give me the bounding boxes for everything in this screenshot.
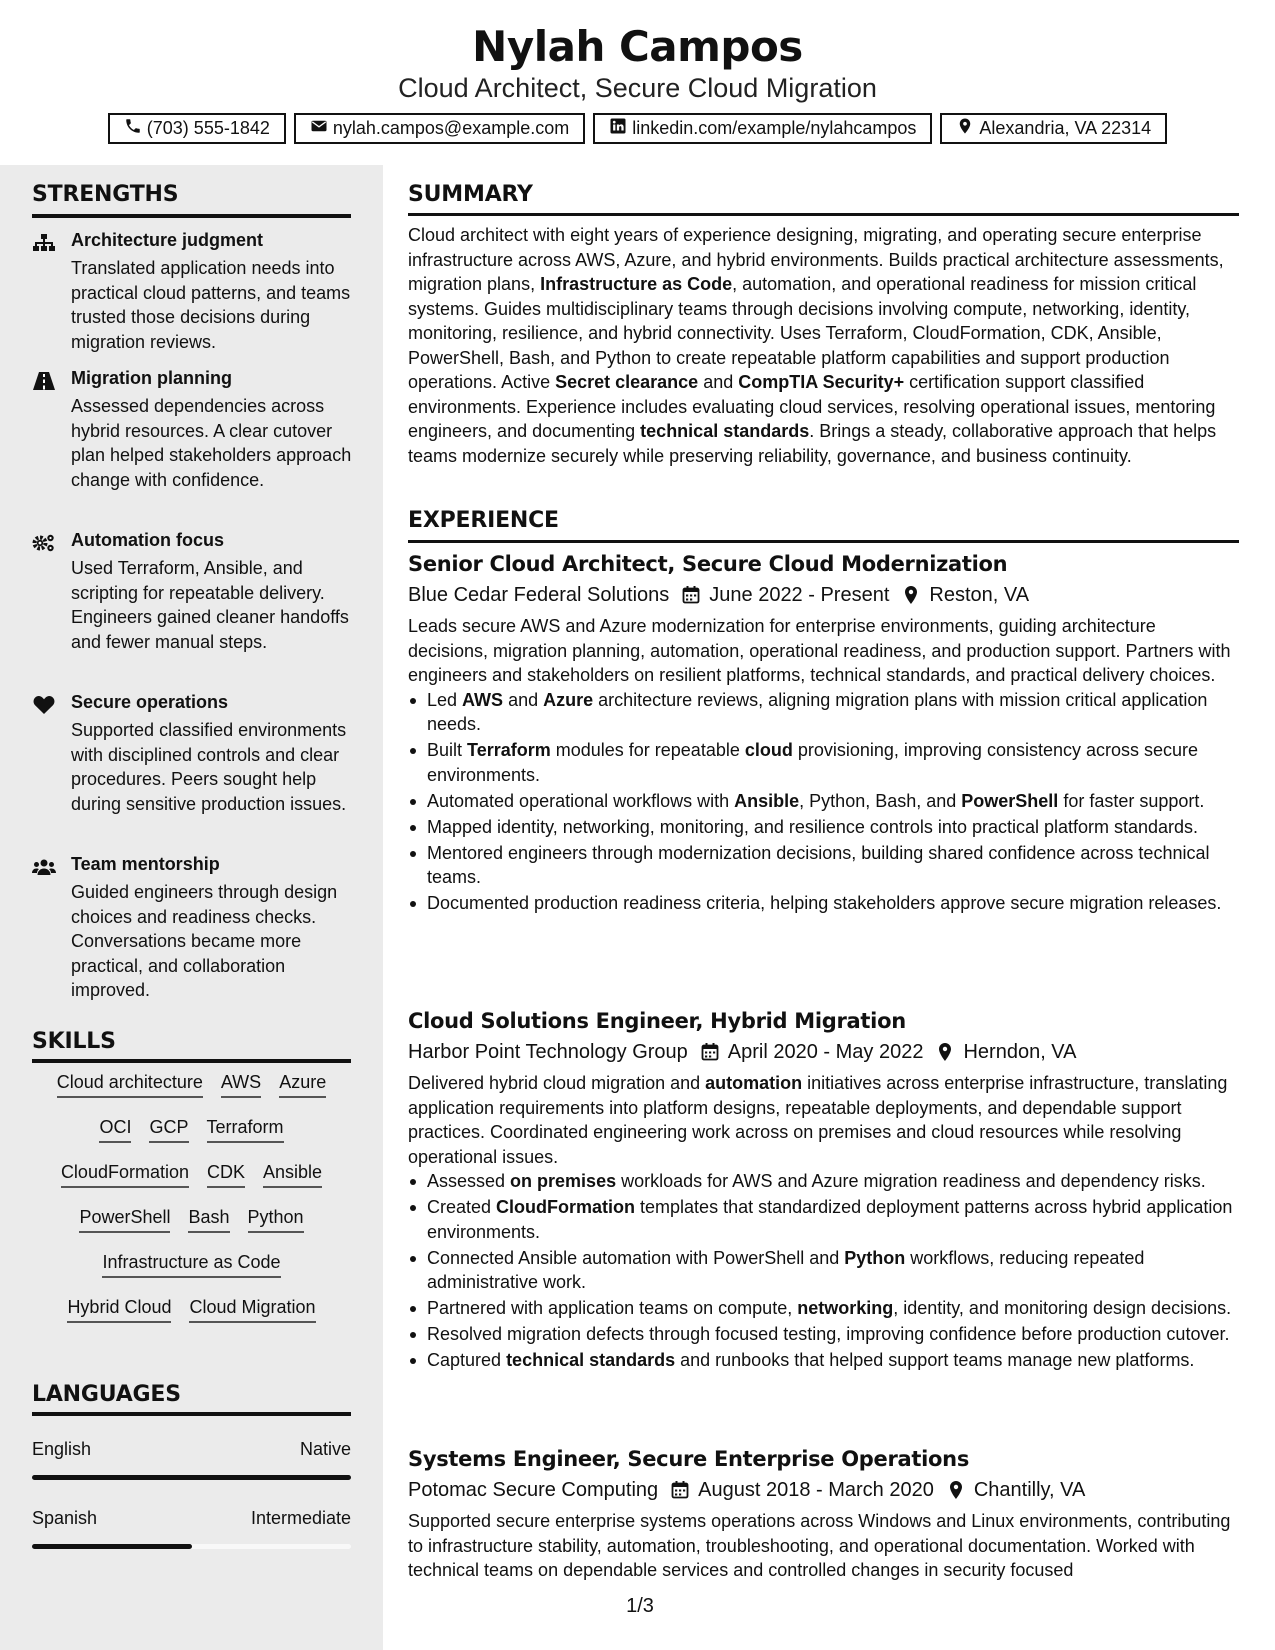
job-description: Supported secure enterprise systems operations across Windows and Linux environments, contributing to infrastructure stability, automation, troubleshooting, and operational documentation. Worked with technical teams on dependable services and controlled changes in security focused [408, 1511, 1231, 1580]
road-icon [32, 371, 56, 391]
calendar-icon [681, 585, 701, 605]
job-bullet: Mentored engineers through modernization decisions, building shared confidence across technical teams. [408, 841, 1240, 890]
summary-divider [408, 213, 1239, 216]
job-entry [408, 1444, 1240, 1583]
job-meta [408, 1037, 1240, 1067]
map-pin-icon [901, 585, 921, 605]
contact-email[interactable] [294, 113, 585, 144]
skill-tag: OCI [99, 1117, 131, 1143]
experience-divider [408, 540, 1239, 543]
strength-title: Architecture judgment [71, 230, 264, 250]
skill-tag: CloudFormation [61, 1162, 189, 1188]
summary-heading: SUMMARY [408, 182, 533, 207]
languages-heading: LANGUAGES [32, 1382, 181, 1407]
strength-desc: Supported classified environments with disciplined controls and clear procedures. Peers sought help during sensitive production issues. [71, 720, 347, 814]
language-proficiency-fill [32, 1544, 192, 1549]
job-bullet: Led AWS and Azure architecture reviews, aligning migration plans with mission critical application needs. [408, 688, 1240, 737]
job-bullet: Built Terraform modules for repeatable cloud provisioning, improving consistency across secure environments. [408, 738, 1240, 787]
strength-title: Automation focus [71, 530, 224, 550]
skills-divider [32, 1059, 351, 1063]
skills-row [32, 1297, 351, 1342]
job-bullet: Resolved migration defects through focused testing, improving confidence before production cutover. [408, 1322, 1240, 1347]
job-entry [408, 1006, 1240, 1374]
resume-header [0, 0, 1275, 165]
candidate-title: Cloud Architect, Secure Cloud Migration [398, 73, 877, 103]
skill-tag: PowerShell [79, 1207, 170, 1233]
job-bullet: Automated operational workflows with Ansible, Python, Bash, and PowerShell for faster support. [408, 789, 1240, 814]
strength-title: Migration planning [71, 368, 232, 388]
strength-desc: Translated application needs into practical cloud patterns, and teams trusted those decisions during migration reviews. [71, 258, 351, 352]
job-bullet: Documented production readiness criteria, helping stakeholders approve secure migration releases. [408, 891, 1240, 916]
job-company: Blue Cedar Federal Solutions [408, 584, 670, 606]
contact-linkedin-text: linkedin.com/example/nylahcampos [632, 118, 917, 138]
strengths-divider [32, 214, 351, 218]
contact-linkedin[interactable] [593, 113, 932, 144]
job-location: Chantilly, VA [973, 1479, 1086, 1501]
job-description: Delivered hybrid cloud migration and automation initiatives across enterprise infrastructure, translating application requirements into platform designs, repeatable deployments, and dependable support practices. Coordinated engineering work across on premises and cloud resources while resolving operational issues. [408, 1073, 1228, 1167]
users-icon [32, 857, 56, 877]
job-meta [408, 580, 1240, 610]
skill-tag: CDK [207, 1162, 245, 1188]
skill-tag: Cloud architecture [57, 1072, 203, 1098]
language-proficiency-fill [32, 1475, 351, 1480]
experience-heading: EXPERIENCE [408, 508, 559, 533]
job-bullet: Connected Ansible automation with PowerShell and Python workflows, reducing repeated administrative work. [408, 1246, 1240, 1295]
skills-row [32, 1072, 351, 1117]
contact-email-text: nylah.campos@example.com [332, 118, 570, 138]
language-level: Intermediate [250, 1508, 351, 1528]
job-dates: August 2018 - March 2020 [698, 1479, 934, 1501]
skill-tag: Azure [279, 1072, 326, 1098]
contact-location-text: Alexandria, VA 22314 [979, 118, 1152, 138]
contact-phone[interactable] [108, 113, 286, 144]
job-bullets [408, 688, 1240, 916]
contact-bar [0, 113, 1275, 144]
strength-desc: Guided engineers through design choices and readiness checks. Conversations became more practical, and collaboration improved. [71, 882, 338, 1000]
envelope-icon [310, 117, 328, 140]
job-location: Herndon, VA [963, 1041, 1077, 1063]
job-entry [408, 549, 1240, 917]
cogs-icon [32, 533, 56, 553]
language-proficiency-bar [32, 1544, 351, 1549]
job-description: Leads secure AWS and Azure modernization for enterprise environments, guiding architecture decisions, migration planning, automation, operational readiness, and production support. Partners with engineers and stakeholders on resilient platforms, technical standards, and practical delivery choices. [408, 616, 1231, 685]
job-bullet: Created CloudFormation templates that standardized deployment patterns across hybrid application environments. [408, 1195, 1240, 1244]
summary-text: Cloud architect with eight years of experience designing, migrating, and operating secure enterprise infrastructure across AWS, Azure, and hybrid environments. Builds practical architecture assessments, migration plans, Infrastructure as Code, automation, and operational readiness for mission critical systems. Guides multidisciplinary teams through decisions involving compute, networking, identity, monitoring, resilience, and hybrid connectivity. Uses Terraform, CloudFormation, CDK, Ansible, PowerShell, Bash, and Python to create repeatable platform capabilities and support production operations. Active Secret clearance and CompTIA Security+ certification support classified environments. Experience includes evaluating cloud services, resolving operational issues, mentoring engineers, and documenting technical standards. Brings a steady, collaborative approach that helps teams modernize securely while preserving reliability, governance, and business continuity. [408, 225, 1224, 466]
job-bullet: Partnered with application teams on compute, networking, identity, and monitoring design decisions. [408, 1296, 1240, 1321]
job-title: Cloud Solutions Engineer, Hybrid Migration [408, 1009, 906, 1033]
job-bullet: Assessed on premises workloads for AWS and Azure migration readiness and dependency risks. [408, 1169, 1240, 1194]
language-proficiency-bar [32, 1475, 351, 1480]
job-location: Reston, VA [929, 584, 1030, 606]
skill-tag: Python [248, 1207, 304, 1233]
strength-title: Team mentorship [71, 854, 220, 874]
job-dates: April 2020 - May 2022 [727, 1041, 924, 1063]
map-pin-icon [935, 1042, 955, 1062]
skill-tag: Terraform [207, 1117, 284, 1143]
sitemap-icon [32, 233, 56, 253]
skill-tag: Hybrid Cloud [67, 1297, 171, 1323]
skills-row [32, 1117, 351, 1162]
skills-row [32, 1162, 351, 1207]
skill-tag: Ansible [263, 1162, 322, 1188]
heart-icon [32, 695, 56, 715]
strength-desc: Assessed dependencies across hybrid resources. A clear cutover plan helped stakeholders approach change with confidence. [71, 396, 352, 490]
calendar-icon [670, 1480, 690, 1500]
phone-icon [124, 117, 142, 140]
strength-title: Secure operations [71, 692, 229, 712]
job-title: Senior Cloud Architect, Secure Cloud Modernization [408, 552, 1008, 576]
strengths-heading: STRENGTHS [32, 182, 179, 207]
skills-heading: SKILLS [32, 1029, 116, 1054]
job-bullets [408, 1169, 1240, 1373]
strength-desc: Used Terraform, Ansible, and scripting for repeatable delivery. Engineers gained cleaner handoffs and fewer manual steps. [71, 558, 349, 652]
skills-row [32, 1252, 351, 1297]
skill-tag: Cloud Migration [189, 1297, 315, 1323]
candidate-name: Nylah Campos [472, 22, 803, 71]
job-bullet: Mapped identity, networking, monitoring, and resilience controls into practical platform standards. [408, 815, 1240, 840]
language-name: Spanish [32, 1508, 98, 1528]
skills-cloud [32, 1072, 351, 1342]
skill-tag: Bash [188, 1207, 229, 1233]
language-level: Native [299, 1439, 351, 1459]
contact-location[interactable] [940, 113, 1167, 144]
skill-tag: Infrastructure as Code [102, 1252, 280, 1278]
map-pin-icon [956, 117, 974, 140]
language-name: English [32, 1439, 92, 1459]
page-number: 1/3 [626, 1595, 654, 1617]
linkedin-icon [609, 117, 627, 140]
contact-phone-text: (703) 555-1842 [146, 118, 270, 138]
skills-row [32, 1207, 351, 1252]
calendar-icon [700, 1042, 720, 1062]
job-meta [408, 1475, 1240, 1505]
job-company: Potomac Secure Computing [408, 1479, 659, 1501]
languages-divider [32, 1412, 351, 1416]
job-bullet: Captured technical standards and runbooks that helped support teams manage new platforms. [408, 1348, 1240, 1373]
job-dates: June 2022 - Present [709, 584, 890, 606]
map-pin-icon [946, 1480, 966, 1500]
job-company: Harbor Point Technology Group [408, 1041, 688, 1063]
skill-tag: AWS [221, 1072, 261, 1098]
skill-tag: GCP [149, 1117, 188, 1143]
job-title: Systems Engineer, Secure Enterprise Operations [408, 1447, 970, 1471]
